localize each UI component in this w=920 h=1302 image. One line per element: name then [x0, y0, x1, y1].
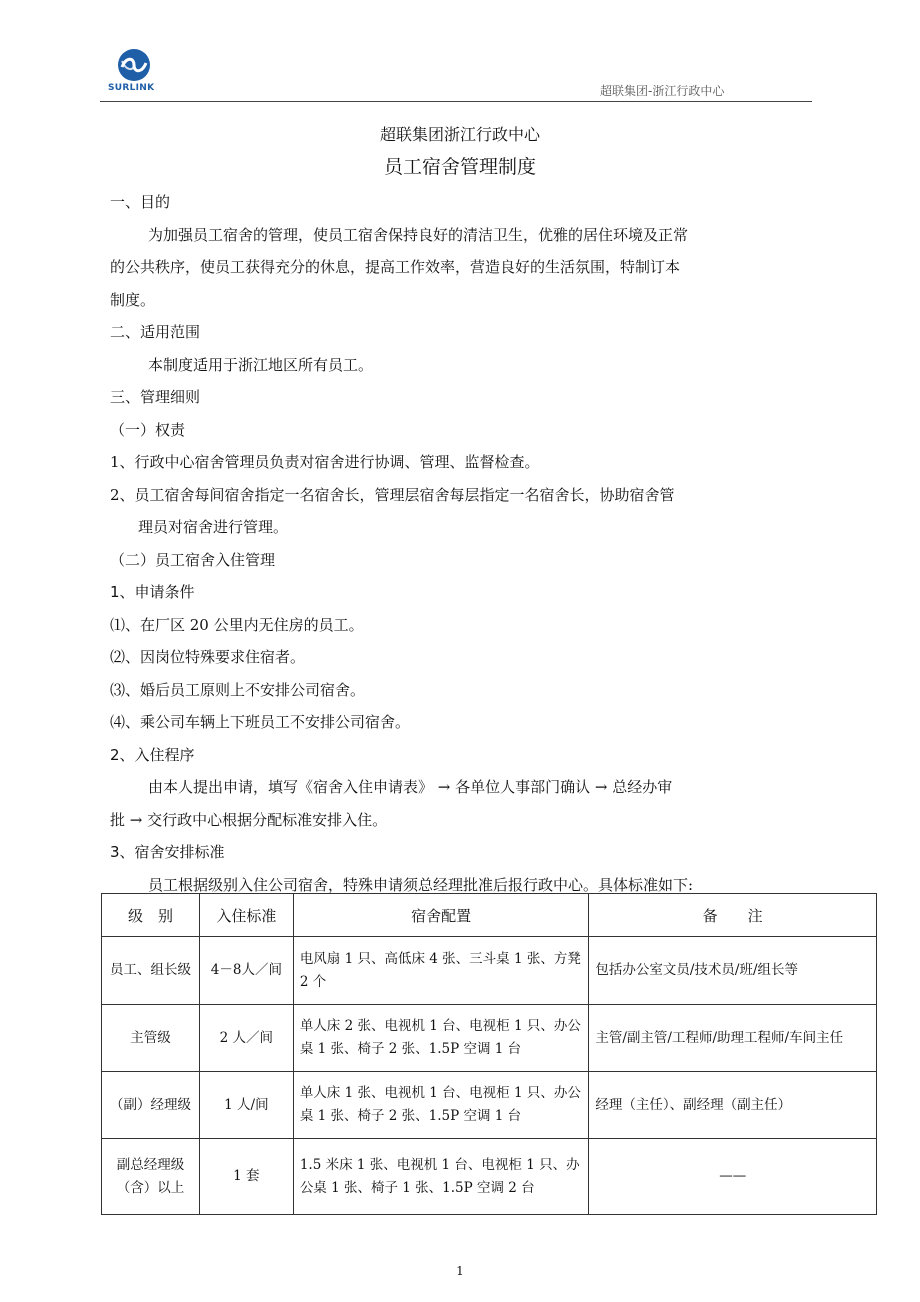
column-header: 入住标准 [199, 894, 293, 937]
table-row [102, 1072, 877, 1139]
config-cell: 单人床 2 张、电视机 1 台、电视柜 1 只、办公桌 1 张、椅子 2 张、1.5P 空调 1 台 [293, 1005, 589, 1072]
table-row [102, 1139, 877, 1215]
note-cell: 包括办公室文员/技术员/班/组长等 [589, 937, 877, 1005]
list-item-continuation: 理员对宿舍进行管理。 [138, 518, 289, 536]
list-item: ⑷、乘公司车辆上下班员工不安排公司宿舍。 [110, 713, 411, 731]
note-cell: 主管/副主管/工程师/助理工程师/车间主任 [589, 1005, 877, 1072]
logo-text: SURLINK [108, 83, 155, 93]
paragraph-line: 由本人提出申请，填写《宿舍入住申请表》 → 各单位人事部门确认 → 总经办审 [148, 778, 673, 796]
note-cell: —— [589, 1139, 877, 1215]
section-heading: 二、适用范围 [110, 323, 201, 341]
document-body [110, 186, 816, 901]
item-heading: 1、申请条件 [110, 583, 195, 601]
subsection-heading: （一）权责 [110, 420, 186, 439]
level-cell: 副总经理级（含）以上 [102, 1139, 200, 1215]
list-item: ⑶、婚后员工原则上不安排公司宿舍。 [110, 680, 366, 699]
note-cell: 经理（主任）、副经理（副主任） [589, 1072, 877, 1139]
org-title: 超联集团浙江行政中心 [379, 125, 540, 144]
standard-cell: 1 人/间 [199, 1072, 293, 1139]
list-item: ⑵、因岗位特殊要求住宿者。 [110, 648, 306, 666]
section-heading: 一、目的 [110, 193, 171, 211]
section-heading: 三、管理细则 [110, 388, 201, 406]
level-cell: （副）经理级 [102, 1072, 200, 1139]
company-logo [108, 48, 162, 93]
config-cell: 单人床 1 张、电视机 1 台、电视柜 1 只、办公桌 1 张、椅子 2 张、1.5P 空调 1 台 [293, 1072, 589, 1139]
paragraph-line: 批 → 交行政中心根据分配标准安排入住。 [110, 810, 388, 829]
column-header: 宿舍配置 [293, 894, 589, 937]
standard-cell: 2 人／间 [199, 1005, 293, 1072]
header-divider [100, 101, 812, 102]
item-heading: 3、宿舍安排标准 [110, 843, 225, 861]
table-header-row [102, 894, 877, 937]
paragraph-line: 为加强员工宿舍的管理，使员工宿舍保持良好的清洁卫生，优雅的居住环境及正常 [148, 225, 689, 244]
doc-title: 员工宿舍管理制度 [383, 156, 536, 178]
subsection-heading: （二）员工宿舍入住管理 [110, 550, 276, 569]
level-cell: 主管级 [102, 1005, 200, 1072]
standard-cell: 1 套 [199, 1139, 293, 1215]
surlink-logo-icon [114, 48, 154, 82]
config-cell: 电风扇 1 只、高低床 4 张、三斗桌 1 张、方凳 2 个 [293, 937, 589, 1005]
list-item: 2、员工宿舍每间宿舍指定一名宿舍长，管理层宿舍每层指定一名宿舍长，协助宿舍管 [110, 485, 675, 504]
list-item: ⑴、在厂区 20 公里内无住房的员工。 [110, 615, 364, 634]
paragraph-line: 的公共秩序，使员工获得充分的休息，提高工作效率，营造良好的生活氛围，特制订本 [110, 258, 681, 276]
paragraph-line: 制度。 [110, 290, 156, 309]
page-number: 1 [456, 1264, 464, 1278]
list-item: 1、行政中心宿舍管理员负责对宿舍进行协调、管理、监督检查。 [110, 453, 540, 471]
header-org-label: 超联集团-浙江行政中心 [600, 84, 725, 98]
item-heading: 2、入住程序 [110, 745, 195, 764]
standard-cell: 4－8人／间 [199, 937, 293, 1005]
config-cell: 1.5 米床 1 张、电视机 1 台、电视柜 1 只、办公桌 1 张、椅子 1 张、1.5P 空调 2 台 [293, 1139, 589, 1215]
dormitory-standard-table [101, 893, 877, 1215]
paragraph-line: 本制度适用于浙江地区所有员工。 [148, 355, 374, 374]
table-row [102, 937, 877, 1005]
level-cell: 员工、组长级 [102, 937, 200, 1005]
column-header: 备 注 [589, 894, 877, 937]
paragraph-line: 员工根据级别入住公司宿舍，特殊申请须总经理批准后报行政中心。具体标准如下: [148, 875, 694, 894]
table-row [102, 1005, 877, 1072]
column-header: 级 别 [102, 894, 200, 937]
